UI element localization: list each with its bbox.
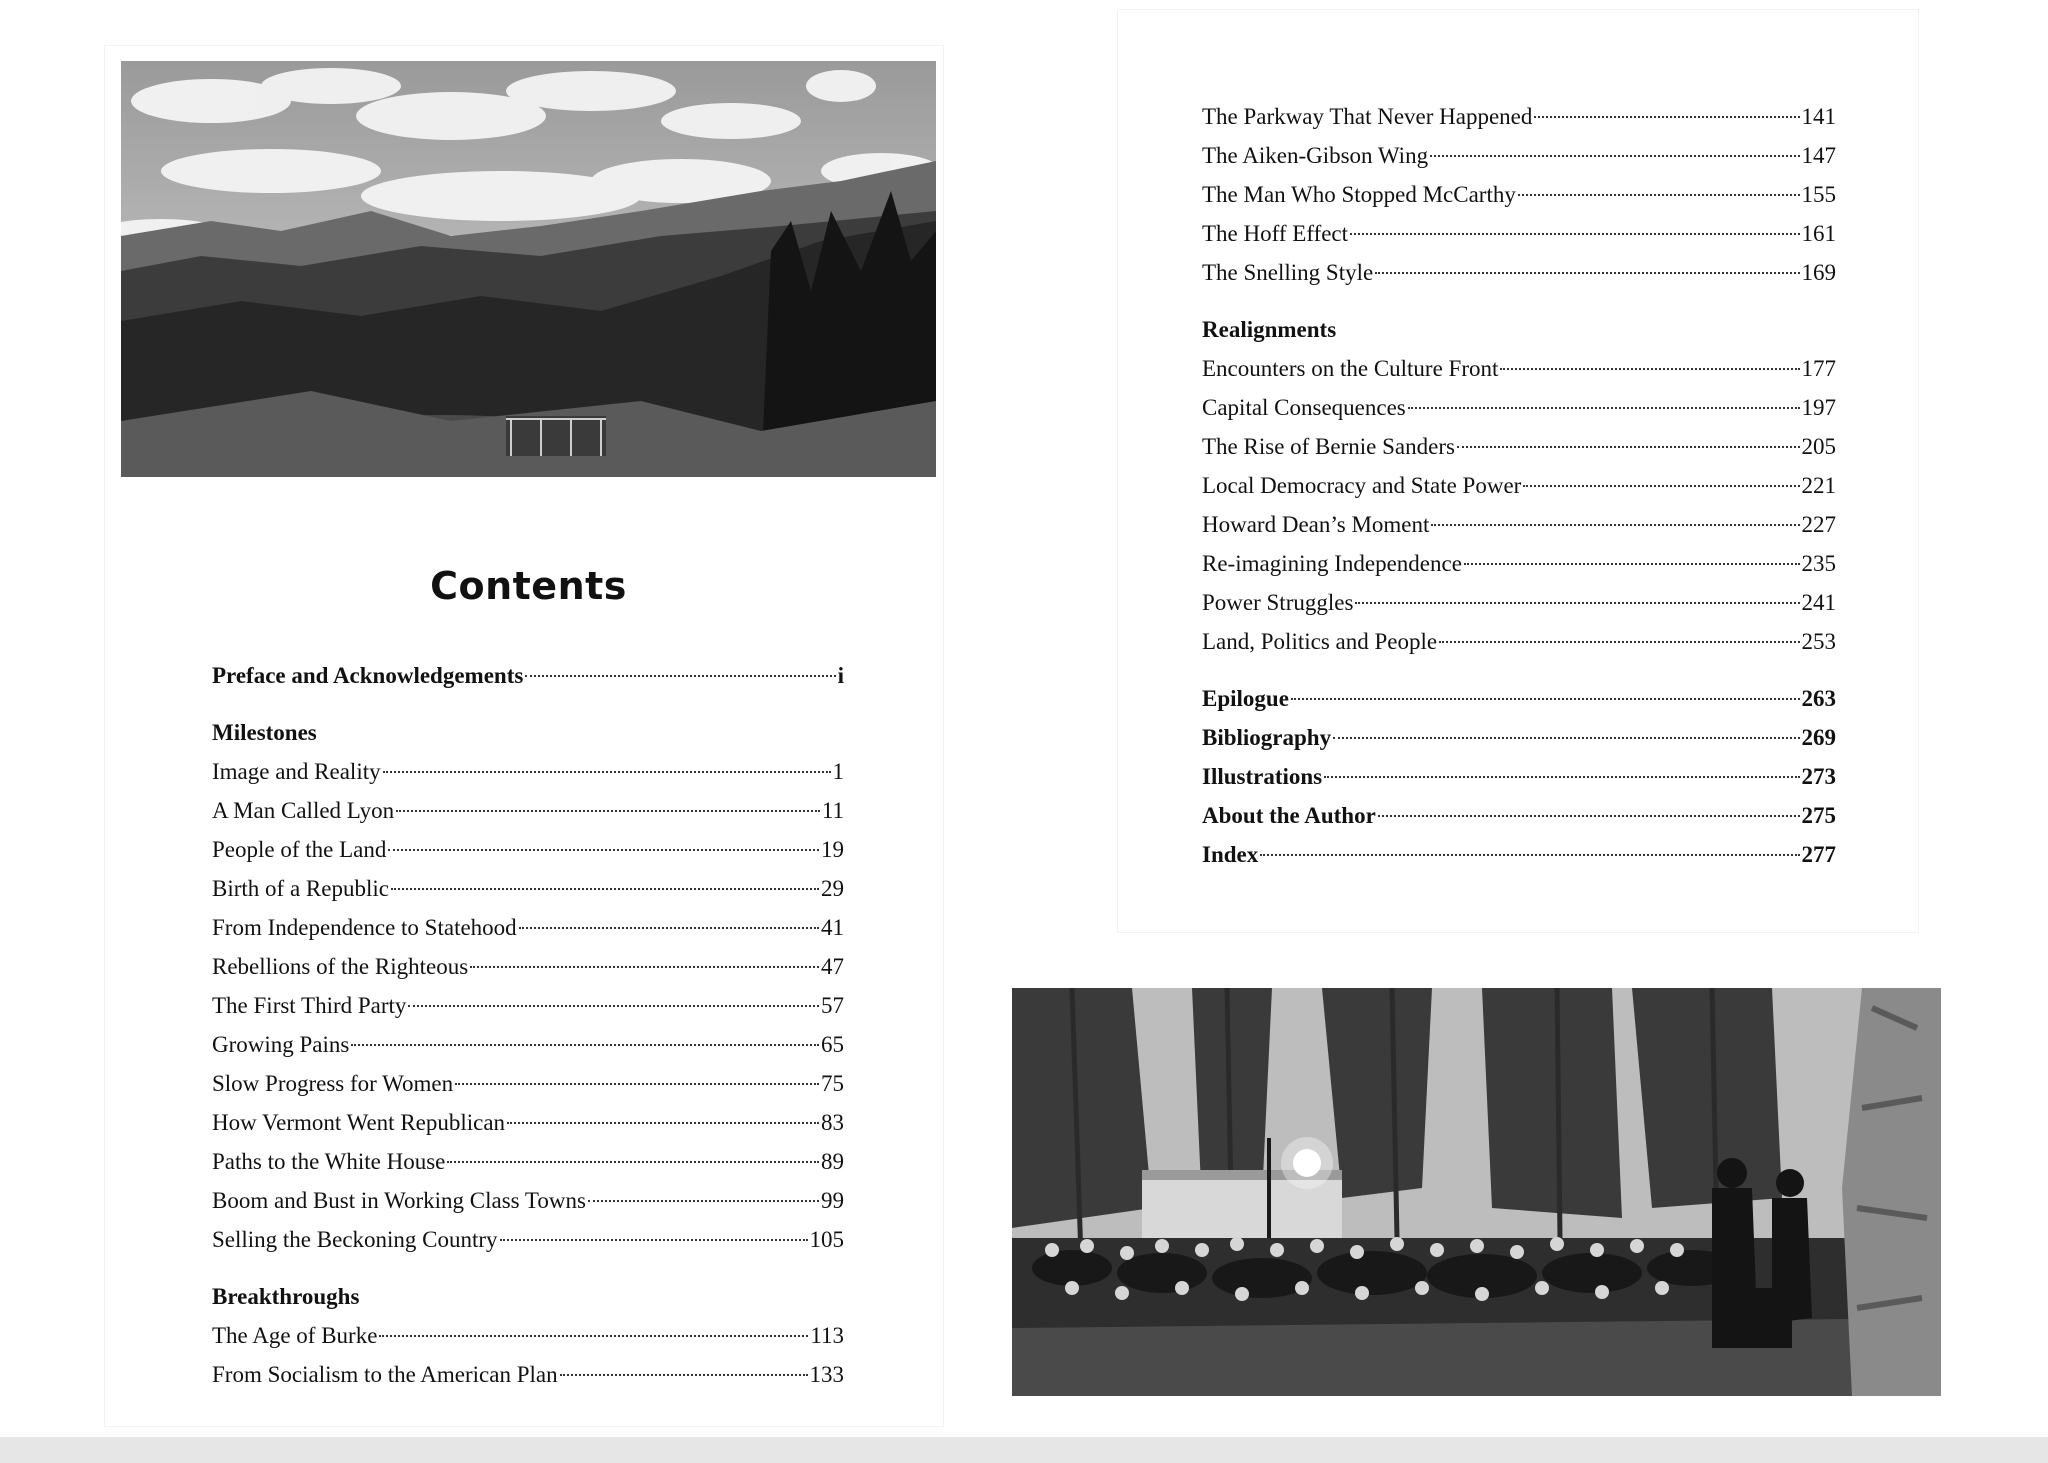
toc-entry[interactable] bbox=[1202, 349, 1836, 388]
toc-page-number: 197 bbox=[1801, 395, 1836, 420]
toc-entry[interactable] bbox=[212, 1025, 844, 1064]
page-floor bbox=[0, 1437, 2048, 1463]
contents-title: Contents bbox=[430, 564, 627, 608]
toc-entry-title: Image and Reality bbox=[212, 759, 381, 784]
toc-entry[interactable] bbox=[1202, 214, 1836, 253]
dot-leader bbox=[1523, 485, 1799, 487]
toc-entry-title: Local Democracy and State Power bbox=[1202, 473, 1522, 498]
toc-entry-illustrations[interactable] bbox=[1202, 757, 1836, 796]
toc-page-number: 221 bbox=[1801, 473, 1836, 498]
dot-leader bbox=[1378, 815, 1800, 817]
toc-entry[interactable] bbox=[1202, 505, 1836, 544]
toc-entry[interactable] bbox=[1202, 622, 1836, 661]
toc-entry[interactable] bbox=[212, 1316, 844, 1355]
toc-page-number: 141 bbox=[1801, 104, 1836, 129]
toc-page-number: 205 bbox=[1801, 434, 1836, 459]
toc-entry[interactable] bbox=[212, 986, 844, 1025]
toc-entry-title: A Man Called Lyon bbox=[212, 798, 395, 823]
toc-entry-title: The Age of Burke bbox=[212, 1323, 378, 1348]
dot-leader bbox=[391, 888, 819, 890]
toc-entry[interactable] bbox=[1202, 253, 1836, 292]
toc-entry-title: Howard Dean’s Moment bbox=[1202, 512, 1430, 537]
toc-entry[interactable] bbox=[1202, 136, 1836, 175]
dot-leader bbox=[1375, 272, 1799, 274]
toc-entry-title: The First Third Party bbox=[212, 993, 407, 1018]
section-heading-milestones: Milestones bbox=[212, 720, 317, 745]
toc-entry[interactable] bbox=[212, 869, 844, 908]
toc-entry[interactable] bbox=[212, 830, 844, 869]
toc-entry-title: About the Author bbox=[1202, 803, 1376, 828]
dot-leader bbox=[1355, 602, 1799, 604]
toc-entry-epilogue[interactable] bbox=[1202, 679, 1836, 718]
toc-page-number: 65 bbox=[821, 1032, 844, 1057]
toc-entry-title: Preface and Acknowledgements bbox=[212, 663, 524, 688]
toc-page-number: 253 bbox=[1801, 629, 1836, 654]
toc-entry-title: From Socialism to the American Plan bbox=[212, 1362, 558, 1387]
toc-entry-about-the-author[interactable] bbox=[1202, 796, 1836, 835]
toc-page-number: 11 bbox=[821, 798, 844, 823]
toc-page-number: 235 bbox=[1801, 551, 1836, 576]
toc-page-number: 75 bbox=[821, 1071, 844, 1096]
toc-page-number: 29 bbox=[821, 876, 844, 901]
toc-entry[interactable] bbox=[1202, 544, 1836, 583]
toc-entry[interactable] bbox=[212, 1064, 844, 1103]
toc-page-number: 133 bbox=[809, 1362, 844, 1387]
table-of-contents-left bbox=[212, 656, 844, 1394]
toc-entry-title: The Parkway That Never Happened bbox=[1202, 104, 1533, 129]
dot-leader bbox=[1324, 776, 1799, 778]
dot-leader bbox=[1408, 407, 1800, 409]
toc-page-number: 57 bbox=[821, 993, 844, 1018]
toc-entry-title: Rebellions of the Righteous bbox=[212, 954, 469, 979]
toc-entry-bibliography[interactable] bbox=[1202, 718, 1836, 757]
dot-leader bbox=[1431, 524, 1799, 526]
dot-leader bbox=[519, 927, 819, 929]
outdoor-gathering-photo bbox=[1012, 988, 1941, 1396]
toc-entry-title: Epilogue bbox=[1202, 686, 1289, 711]
toc-entry[interactable] bbox=[212, 752, 844, 791]
toc-entry-preface[interactable] bbox=[212, 656, 844, 695]
toc-entry[interactable] bbox=[1202, 97, 1836, 136]
toc-entry[interactable] bbox=[212, 1142, 844, 1181]
table-of-contents-right bbox=[1202, 97, 1836, 874]
dot-leader bbox=[560, 1374, 808, 1376]
toc-entry-title: Re-imagining Independence bbox=[1202, 551, 1462, 576]
toc-entry-title: People of the Land bbox=[212, 837, 387, 862]
toc-entry-title: The Man Who Stopped McCarthy bbox=[1202, 182, 1516, 207]
toc-page-number: 89 bbox=[821, 1149, 844, 1174]
toc-page-number: 83 bbox=[821, 1110, 844, 1135]
dot-leader bbox=[447, 1161, 819, 1163]
toc-page-number: i bbox=[837, 663, 844, 688]
section-heading-realignments: Realignments bbox=[1202, 317, 1337, 342]
toc-entry-title: Paths to the White House bbox=[212, 1149, 446, 1174]
toc-entry-title: The Rise of Bernie Sanders bbox=[1202, 434, 1455, 459]
toc-entry-title: Boom and Bust in Working Class Towns bbox=[212, 1188, 586, 1213]
toc-entry-title: Slow Progress for Women bbox=[212, 1071, 454, 1096]
toc-page-number: 269 bbox=[1801, 725, 1836, 750]
toc-entry[interactable] bbox=[212, 1103, 844, 1142]
dot-leader bbox=[500, 1239, 808, 1241]
dot-leader bbox=[455, 1083, 819, 1085]
dot-leader bbox=[1534, 116, 1799, 118]
toc-page-number: 147 bbox=[1801, 143, 1836, 168]
dot-leader bbox=[1518, 194, 1800, 196]
toc-page-number: 1 bbox=[832, 759, 844, 784]
toc-entry-title: Capital Consequences bbox=[1202, 395, 1406, 420]
toc-page-number: 273 bbox=[1801, 764, 1836, 789]
toc-page-number: 177 bbox=[1801, 356, 1836, 381]
toc-page-number: 227 bbox=[1801, 512, 1836, 537]
toc-page-number: 155 bbox=[1801, 182, 1836, 207]
toc-entry-title: The Aiken-Gibson Wing bbox=[1202, 143, 1429, 168]
toc-entry-title: Illustrations bbox=[1202, 764, 1323, 789]
toc-entry[interactable] bbox=[212, 908, 844, 947]
toc-entry-title: Index bbox=[1202, 842, 1259, 867]
toc-entry-title: The Hoff Effect bbox=[1202, 221, 1349, 246]
toc-entry[interactable] bbox=[212, 947, 844, 986]
toc-entry-title: Birth of a Republic bbox=[212, 876, 389, 901]
toc-entry-title: Selling the Beckoning Country bbox=[212, 1227, 498, 1252]
toc-entry-title: Power Struggles bbox=[1202, 590, 1354, 615]
dot-leader bbox=[525, 675, 835, 677]
toc-page-number: 105 bbox=[809, 1227, 844, 1252]
toc-page-number: 99 bbox=[821, 1188, 844, 1213]
toc-page-number: 263 bbox=[1801, 686, 1836, 711]
dot-leader bbox=[1333, 737, 1799, 739]
toc-entry[interactable] bbox=[212, 1355, 844, 1394]
toc-page-number: 275 bbox=[1801, 803, 1836, 828]
toc-page-number: 41 bbox=[821, 915, 844, 940]
toc-entry[interactable] bbox=[1202, 583, 1836, 622]
dot-leader bbox=[1464, 563, 1800, 565]
toc-entry[interactable] bbox=[1202, 427, 1836, 466]
dot-leader bbox=[396, 810, 820, 812]
toc-entry-title: From Independence to Statehood bbox=[212, 915, 517, 940]
toc-entry-title: How Vermont Went Republican bbox=[212, 1110, 506, 1135]
toc-entry[interactable] bbox=[212, 1181, 844, 1220]
toc-page-number: 47 bbox=[821, 954, 844, 979]
dot-leader bbox=[383, 771, 831, 773]
toc-entry[interactable] bbox=[1202, 466, 1836, 505]
mountain-landscape-photo bbox=[121, 61, 936, 477]
dot-leader bbox=[351, 1044, 819, 1046]
toc-entry[interactable] bbox=[1202, 388, 1836, 427]
toc-page-number: 169 bbox=[1801, 260, 1836, 285]
toc-page-number: 113 bbox=[810, 1323, 844, 1348]
toc-entry-title: Land, Politics and People bbox=[1202, 629, 1438, 654]
toc-page-number: 161 bbox=[1801, 221, 1836, 246]
dot-leader bbox=[1260, 854, 1799, 856]
dot-leader bbox=[1457, 446, 1800, 448]
section-heading-breakthroughs: Breakthroughs bbox=[212, 1284, 360, 1309]
toc-entry-title: Growing Pains bbox=[212, 1032, 350, 1057]
dot-leader bbox=[1350, 233, 1799, 235]
toc-page-number: 241 bbox=[1801, 590, 1836, 615]
dot-leader bbox=[1500, 368, 1799, 370]
toc-page-number: 19 bbox=[821, 837, 844, 862]
dot-leader bbox=[470, 966, 819, 968]
toc-page-number: 277 bbox=[1801, 842, 1836, 867]
dot-leader bbox=[588, 1200, 819, 1202]
dot-leader bbox=[388, 849, 819, 851]
dot-leader bbox=[1430, 155, 1799, 157]
dot-leader bbox=[379, 1335, 808, 1337]
dot-leader bbox=[408, 1005, 819, 1007]
section-gap bbox=[1202, 661, 1836, 679]
dot-leader bbox=[1291, 698, 1800, 700]
toc-entry[interactable] bbox=[212, 1220, 844, 1259]
toc-entry[interactable] bbox=[212, 791, 844, 830]
toc-entry[interactable] bbox=[1202, 175, 1836, 214]
dot-leader bbox=[1439, 641, 1799, 643]
toc-entry-title: Encounters on the Culture Front bbox=[1202, 356, 1499, 381]
dot-leader bbox=[507, 1122, 819, 1124]
toc-entry-index[interactable] bbox=[1202, 835, 1836, 874]
toc-entry-title: Bibliography bbox=[1202, 725, 1332, 750]
toc-entry-title: The Snelling Style bbox=[1202, 260, 1374, 285]
